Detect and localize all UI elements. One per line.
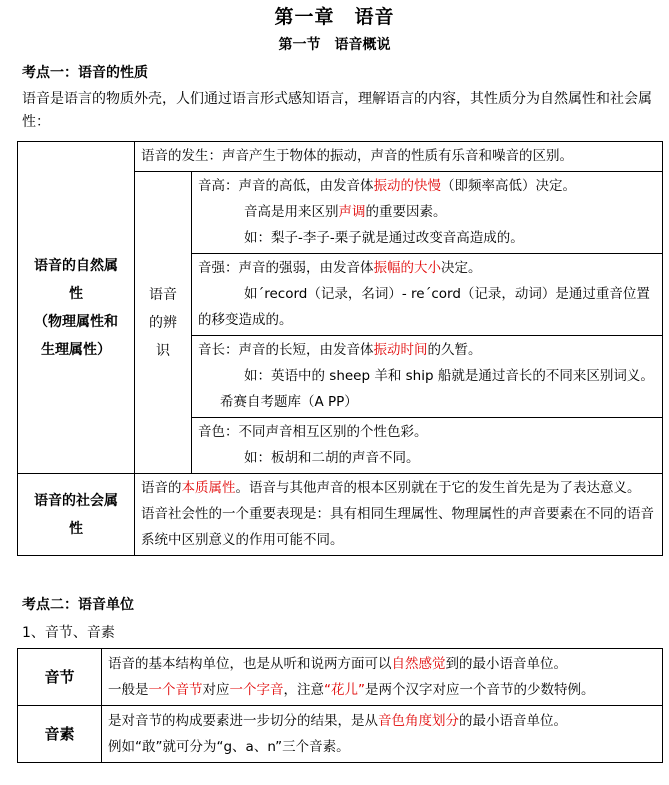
length-row: 音长：声音的长短，由发音体振动时间的久暂。 如：英语中的 sheep 羊和 ship 船就是通过音长的不同来区别词义。希赛自考题库（A PP） (192, 336, 663, 418)
watermark-text: 希赛自考题库（A PP） (220, 394, 358, 410)
social-property-label: 语音的社会属 性 (18, 474, 135, 556)
pitch-row: 音高：声音的高低，由发音体振动的快慢（即频率高低）决定。 音高是用来区别声调的重要因素。 如：梨子-李子-栗子就是通过改变音高造成的。 (192, 172, 663, 254)
syllable-label: 音节 (18, 649, 102, 706)
nature-table (17, 141, 663, 556)
kp2-heading: 考点二：语音单位 (22, 597, 134, 613)
phoneme-label: 音素 (18, 706, 102, 763)
unit-table (17, 648, 663, 763)
natural-property-label: 语音的自然属 性 （物理属性和 生理属性） (18, 142, 135, 474)
chapter-title: 第一章 语音 (274, 6, 395, 28)
syllable-row: 语音的基本结构单位，也是从听和说两方面可以自然感觉到的最小语音单位。 一般是一个音节对应一个字音，注意“花儿”是两个汉字对应一个音节的少数特例。 (102, 649, 663, 706)
kp2-subheading: 1、音节、音素 (22, 625, 115, 641)
timbre-row: 音色：不同声音相互区别的个性色彩。 如：板胡和二胡的声音不同。 (192, 418, 663, 474)
origin-row: 语音的发生：声音产生于物体的振动，声音的性质有乐音和噪音的区别。 (135, 142, 663, 172)
intensity-row: 音强：声音的强弱，由发音体振幅的大小决定。 如ˊrecord（记录，名词）- reˊcord（记录，动词）是通过重音位置的移变造成的。 (192, 254, 663, 336)
kp1-intro: 语音是语言的物质外壳，人们通过语言形式感知语言，理解语言的内容，其性质分为自然属性和社会属性： (22, 91, 652, 130)
identification-label: 语音 的辨 识 (135, 172, 192, 474)
kp1-heading: 考点一：语音的性质 (22, 65, 148, 81)
section-title: 第一节 语音概说 (278, 37, 391, 53)
social-row: 语音的本质属性。语音与其他声音的根本区别就在于它的发生首先是为了表达意义。 语音社会性的一个重要表现是：具有相同生理属性、物理属性的声音要素在不同的语音系统中区别意义的作用可能不同。 (135, 474, 663, 556)
phoneme-row: 是对音节的构成要素进一步切分的结果，是从音色角度划分的最小语音单位。 例如“敢”就可分为“g、a、n”三个音素。 (102, 706, 663, 763)
